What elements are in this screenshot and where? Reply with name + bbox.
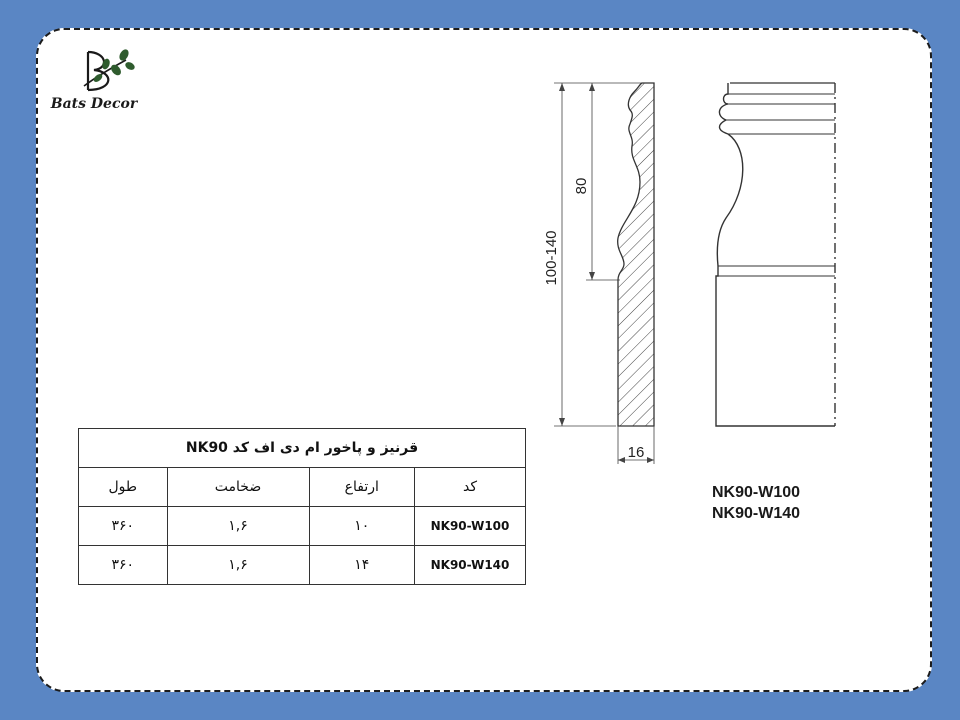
header-thickness: ضخامت [167, 468, 309, 507]
header-code: کد [415, 468, 526, 507]
dim-profile-label: 80 [573, 177, 590, 195]
table-row [79, 546, 526, 585]
cell-height: ۱۴ [309, 546, 415, 585]
cell-thickness: ۱,۶ [167, 546, 309, 585]
spec-table [78, 428, 526, 585]
product-code-2: NK90-W140 [712, 505, 801, 522]
product-code-1: NK90-W100 [712, 484, 801, 501]
dim-total-label: 100-140 [543, 230, 560, 286]
cell-code: NK90-W100 [415, 507, 526, 546]
cell-code: NK90-W140 [415, 546, 526, 585]
dim-thickness-label: 16 [627, 444, 645, 461]
cell-thickness: ۱,۶ [167, 507, 309, 546]
bats-decor-logo [44, 46, 154, 126]
cell-height: ۱۰ [309, 507, 415, 546]
cell-length: ۳۶۰ [79, 546, 168, 585]
brand-name: Bats Decor [50, 96, 138, 112]
header-length: طول [79, 468, 168, 507]
table-title: قرنیز و پاخور ام دی اف کد NK90 [79, 429, 526, 468]
table-header-row [79, 468, 526, 507]
table-row [79, 507, 526, 546]
cell-length: ۳۶۰ [79, 507, 168, 546]
profile-drawing [530, 70, 860, 470]
header-height: ارتفاع [309, 468, 415, 507]
